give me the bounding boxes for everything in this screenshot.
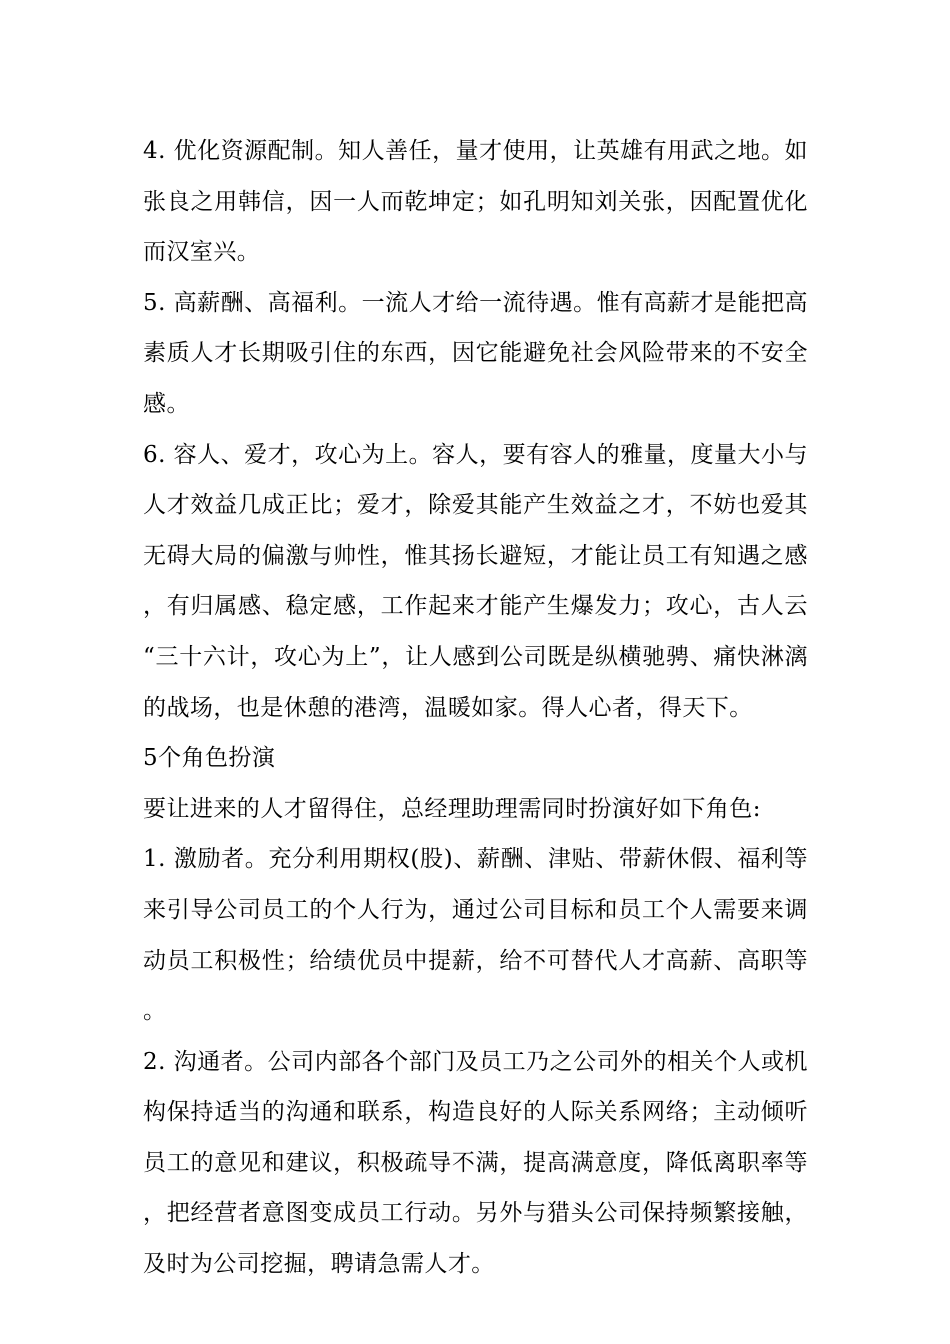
paragraph-optimize-resources: 4. 优化资源配制。知人善任，量才使用，让英雄有用武之地。如张良之用韩信，因一人而乾坤定；如孔明知刘关张，因配置优化而汉室兴。	[143, 138, 808, 266]
paragraph-tolerance-talent: 6. 容人、爱才，攻心为上。容人，要有容人的雅量，度量大小与人才效益几成正比；爱才，除爱其能产生效益之才，不妨也爱其无碍大局的偏激与帅性，惟其扬长避短，才能让员工有知遇之感，有归属感、稳定感，工作起来才能产生爆发力；攻心，古人云“三十六计，攻心为上”，让人感到公司既是纵横驰骋、痛快淋漓的战场，也是休憩的港湾，温暖如家。得人心者，得天下。	[143, 441, 808, 721]
paragraph-high-salary: 5. 高薪酬、高福利。一流人才给一流待遇。惟有高薪才是能把高素质人才长期吸引住的东西，因它能避免社会风险带来的不安全感。	[143, 289, 808, 417]
paragraph-motivator: 1. 激励者。充分利用期权(股)、薪酬、津贴、带薪休假、福利等来引导公司员工的个人行为，通过公司目标和员工个人需要来调动员工积极性；给绩优员中提薪，给不可替代人才高薪、高职等。	[143, 846, 808, 1025]
paragraph-communicator: 2. 沟通者。公司内部各个部门及员工乃之公司外的相关个人或机构保持适当的沟通和联系，构造良好的人际关系网络；主动倾听员工的意见和建议，积极疏导不满，提高满意度，降低离职率等，把经营者意图变成员工行动。另外与猎头公司保持频繁接触，及时为公司挖掘，聘请急需人才。	[143, 1048, 808, 1278]
document-body	[143, 126, 808, 1290]
paragraph-roles-intro: 要让进来的人才留得住，总经理助理需同时扮演好如下角色:	[143, 795, 761, 822]
section-heading-five-roles: 5个角色扮演	[143, 745, 276, 772]
